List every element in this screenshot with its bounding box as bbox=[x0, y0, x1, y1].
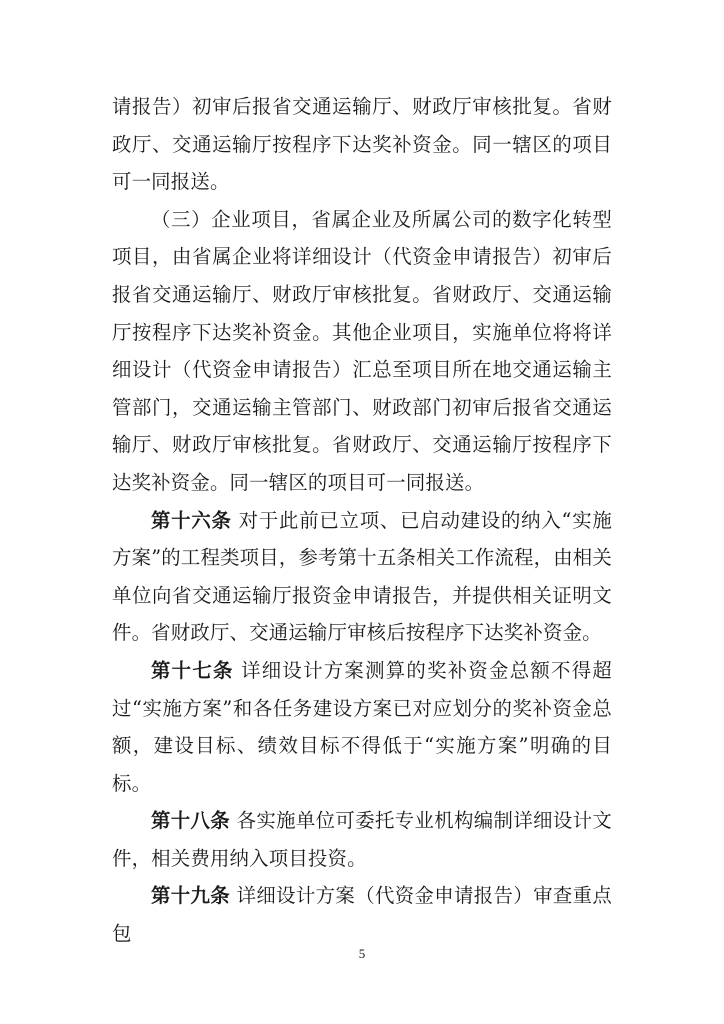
page-number: 5 bbox=[358, 946, 366, 961]
article-number: 第十六条 bbox=[151, 508, 232, 532]
document-body bbox=[112, 88, 612, 953]
article-text: 详细设计方案（代资金申请报告）审查重点包 bbox=[112, 884, 612, 946]
paragraph-continuation bbox=[112, 88, 612, 201]
paragraph-enterprise-projects bbox=[112, 201, 612, 502]
article-number: 第十九条 bbox=[151, 884, 231, 908]
article-16 bbox=[112, 502, 612, 652]
article-text: 对于此前已立项、已启动建设的纳入“实施方案”的工程类项目，参考第十五条相关工作流程，由相关单位向省交通运输厅报资金申请报告，并提供相关证明文件。省财政厅、交通运输厅审核后按程序下达奖补资金。 bbox=[112, 508, 612, 645]
article-text: 各实施单位可委托专业机构编制详细设计文件，相关费用纳入项目投资。 bbox=[112, 809, 612, 870]
article-text: 详细设计方案测算的奖补资金总额不得超过“实施方案”和各任务建设方案已对应划分的奖补资金总额，建设目标、绩效目标不得低于“实施方案”明确的目标。 bbox=[112, 658, 612, 795]
paragraph-text: 请报告）初审后报省交通运输厅、财政厅审核批复。省财政厅、交通运输厅按程序下达奖补资金。同一辖区的项目可一同报送。 bbox=[112, 95, 612, 194]
article-19 bbox=[112, 877, 612, 952]
article-number: 第十七条 bbox=[151, 658, 234, 682]
paragraph-text: （三）企业项目，省属企业及所属公司的数字化转型项目，由省属企业将详细设计（代资金申请报告）初审后报省交通运输厅、财政厅审核批复。省财政厅、交通运输厅按程序下达奖补资金。其他企业项目，实施单位将将详细设计（代资金申请报告）汇总至项目所在地交通运输主管部门，交通运输主管部门、财政部门初审后报省交通运输厅、财政厅审核批复。省财政厅、交通运输厅按程序下达奖补资金。同一辖区的项目可一同报送。 bbox=[112, 207, 612, 494]
article-number: 第十八条 bbox=[151, 809, 231, 833]
article-18 bbox=[112, 802, 612, 877]
article-17 bbox=[112, 652, 612, 802]
